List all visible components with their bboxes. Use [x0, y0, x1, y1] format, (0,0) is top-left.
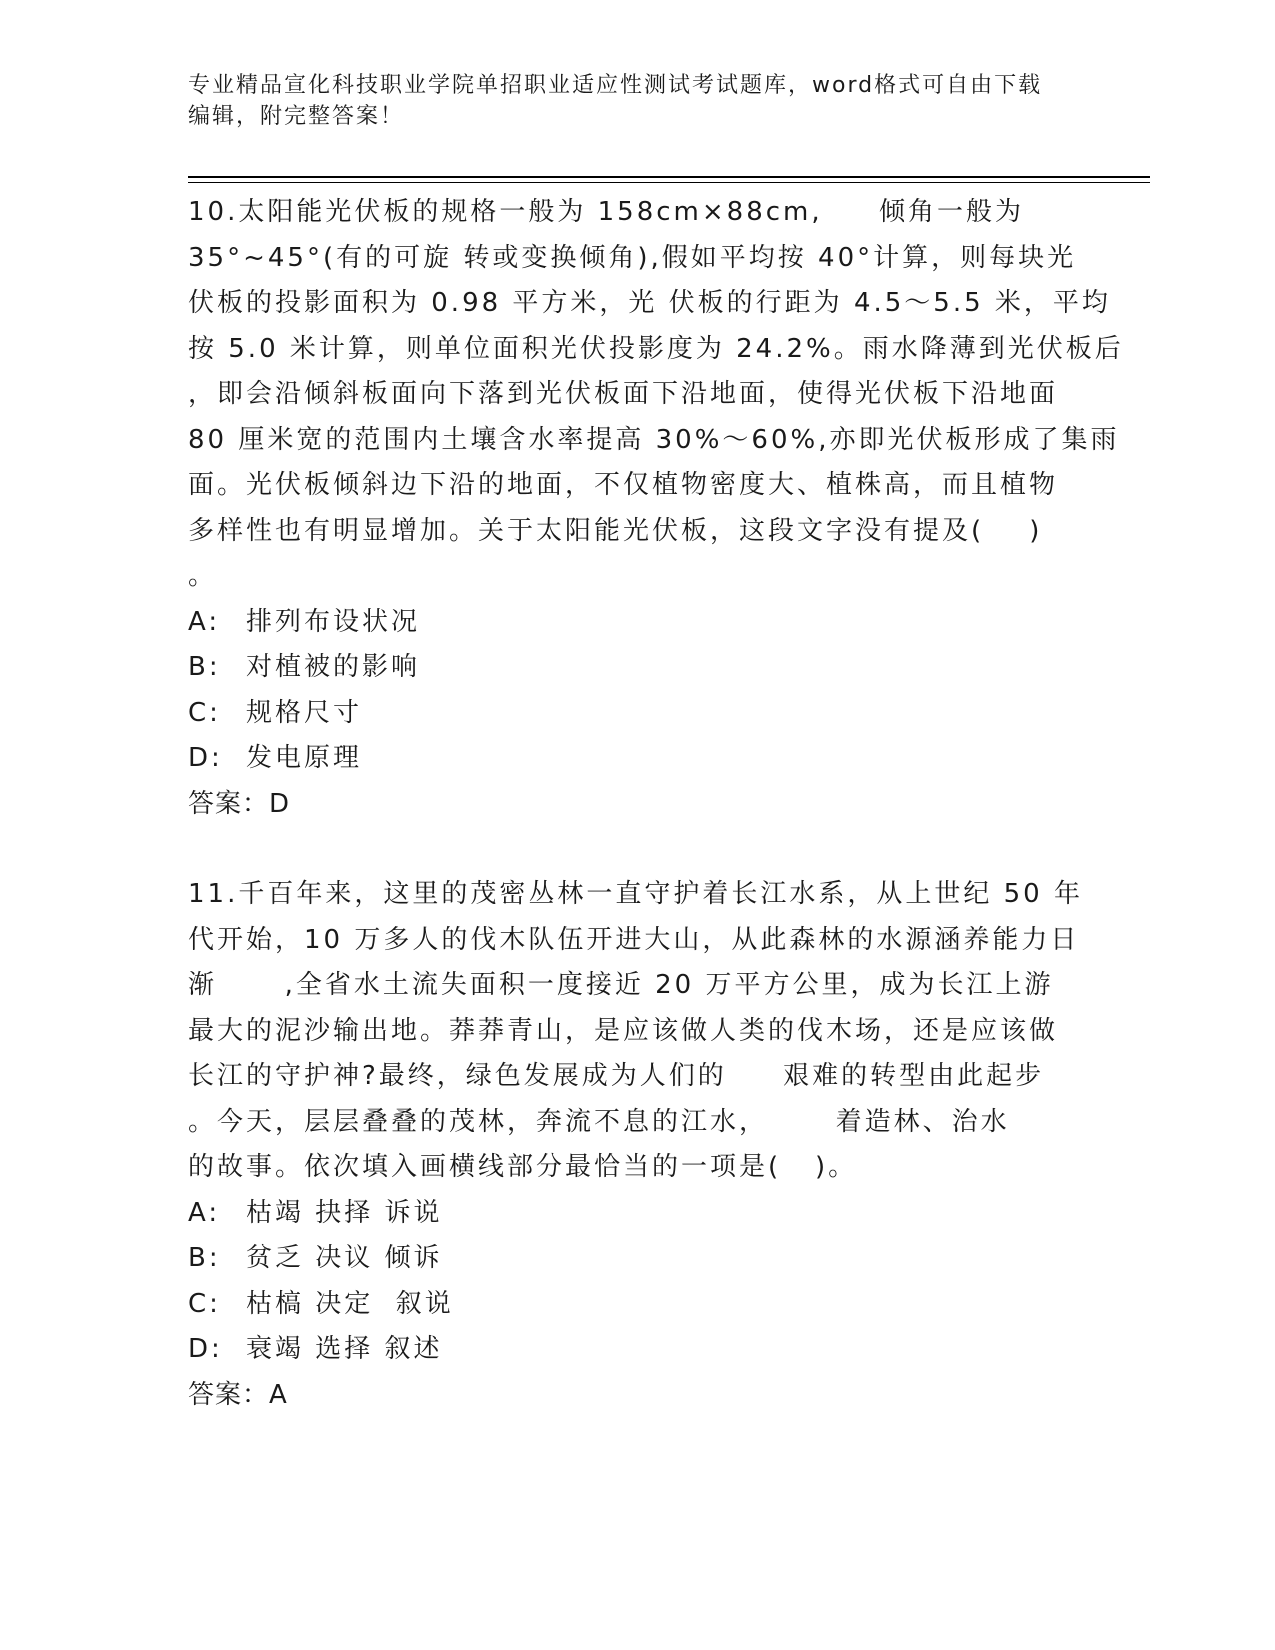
question-spacer [188, 827, 1093, 872]
question-10-option-c [188, 691, 1093, 737]
question-11-line: 长江的守护神?最终，绿色发展成为人们的 艰难的转型由此起步 [188, 1061, 1045, 1091]
option-letter: A: [188, 1197, 221, 1228]
question-11-line: 最大的泥沙输出地。莽莽青山，是应该做人类的伐木场，还是应该做 [188, 1015, 1059, 1046]
question-10-line: 80 厘米宽的范围内土壤含水率提高 30%～60%,亦即光伏板形成了集雨 [188, 424, 1120, 455]
option-text: 衰竭 选择 叙述 [246, 1334, 443, 1364]
question-10-option-d [188, 736, 1093, 782]
question-11-line: 的故事。依次填入画横线部分最恰当的一项是( )。 [188, 1152, 858, 1182]
option-text: 枯槁 决定 叙说 [246, 1288, 454, 1319]
question-10-line: ，即会沿倾斜板面向下落到光伏板面下沿地面，使得光伏板下沿地面 [188, 379, 1059, 409]
question-11-line: 11.千百年来，这里的茂密丛林一直守护着长江水系，从上世纪 50 年 [188, 879, 1083, 909]
question-10-line: 面。光伏板倾斜边下沿的地面，不仅植物密度大、植株高，而且植物 [188, 470, 1059, 500]
document-body [188, 190, 1124, 1418]
option-text: 发电原理 [246, 743, 363, 773]
option-text: 对植被的影响 [246, 652, 421, 682]
option-letter: D: [188, 1334, 223, 1364]
question-11-line: 代开始，10 万多人的伐木队伍开进大山，从此森林的水源涵养能力日 [188, 924, 1080, 955]
question-10-line: 。 [188, 561, 218, 591]
question-10-option-a [188, 600, 1093, 646]
question-10-line: 35°~45°(有的可旋 转或变换倾角),假如平均按 40°计算，则每块光 [188, 242, 1077, 273]
question-10-answer: 答案：D [188, 788, 291, 819]
question-10 [188, 190, 1124, 827]
question-11-option-b [188, 1236, 1093, 1282]
option-text: 贫乏 决议 倾诉 [246, 1243, 443, 1273]
header-rule-thin [188, 182, 1150, 183]
question-11-answer: 答案：A [188, 1379, 288, 1410]
question-11 [188, 872, 1093, 1418]
header-line-1: 专业精品宣化科技职业学院单招职业适应性测试考试题库，word格式可自由下载 [188, 73, 1043, 98]
document-header [188, 70, 1088, 132]
option-letter: B: [188, 652, 221, 682]
question-11-option-c [188, 1282, 1093, 1328]
question-10-option-b [188, 645, 1093, 691]
option-letter: D: [188, 743, 223, 773]
option-letter: B: [188, 1243, 221, 1273]
option-letter: C: [188, 697, 221, 728]
header-line-2: 编辑，附完整答案！ [188, 104, 405, 129]
question-11-option-d [188, 1327, 1093, 1373]
option-letter: C: [188, 1288, 221, 1319]
question-10-line: 伏板的投影面积为 0.98 平方米，光 伏板的行距为 4.5～5.5 米，平均 [188, 288, 1111, 318]
question-11-line: 。今天，层层叠叠的茂林，奔流不息的江水， 着造林、治水 [188, 1106, 1010, 1137]
question-10-line: 按 5.0 米计算，则单位面积光伏投影度为 24.2%。雨水降薄到光伏板后 [188, 333, 1124, 364]
question-11-option-a [188, 1191, 1093, 1237]
option-text: 排列布设状况 [246, 606, 421, 637]
question-10-line: 多样性也有明显增加。关于太阳能光伏板，这段文字没有提及( ) [188, 515, 1043, 546]
option-text: 枯竭 抉择 诉说 [246, 1197, 443, 1228]
question-10-line: 10.太阳能光伏板的规格一般为 158cm×88cm, 倾角一般为 [188, 197, 1024, 227]
question-11-line: 渐 ,全省水土流失面积一度接近 20 万平方公里，成为长江上游 [188, 970, 1054, 1000]
option-letter: A: [188, 606, 221, 637]
option-text: 规格尺寸 [246, 697, 363, 728]
header-rule-thick [188, 176, 1150, 178]
